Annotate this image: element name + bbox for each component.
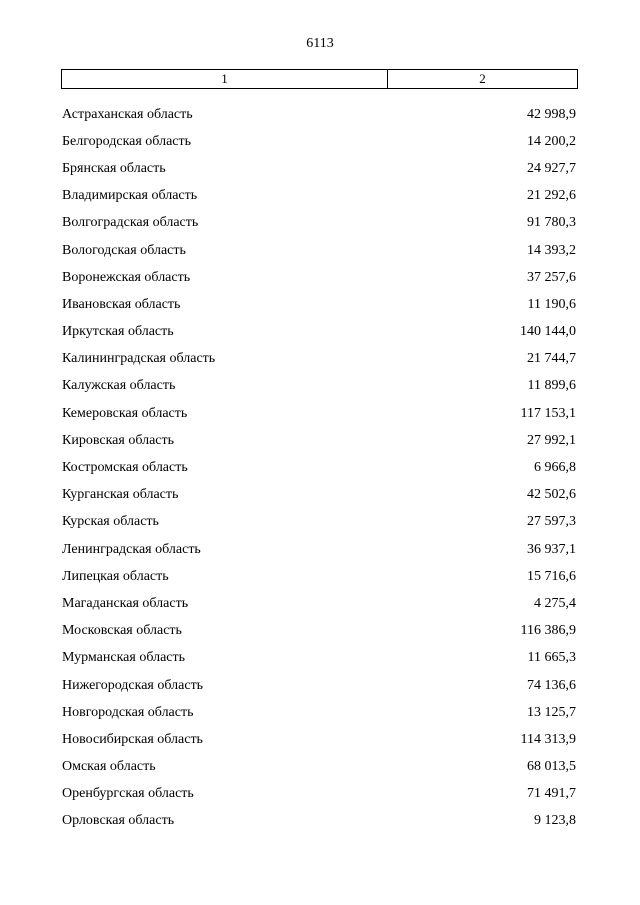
table-row: [62, 726, 576, 753]
region-value: 4 275,4: [534, 595, 576, 611]
table-body: [62, 101, 576, 835]
table-row: [62, 536, 576, 563]
region-name: Брянская область: [62, 160, 166, 176]
region-name: Кировская область: [62, 432, 175, 448]
table-row: [62, 781, 576, 808]
region-name: Ивановская область: [62, 296, 181, 312]
column-header-2: 2: [479, 71, 486, 86]
region-value: 9 123,8: [534, 813, 576, 829]
region-name: Вологодская область: [62, 242, 186, 258]
table-row: [62, 264, 576, 291]
column-header-1: 1: [62, 70, 388, 88]
region-name: Оренбургская область: [62, 786, 194, 802]
region-name: Кемеровская область: [62, 405, 188, 421]
region-name: Новосибирская область: [62, 731, 203, 747]
region-value: 140 144,0: [520, 324, 576, 340]
region-name: Костромская область: [62, 460, 188, 476]
region-name: Белгородская область: [62, 133, 192, 149]
region-name: Владимирская область: [62, 188, 198, 204]
region-name: Калининградская область: [62, 351, 216, 367]
region-value: 21 292,6: [527, 188, 576, 204]
region-value: 24 927,7: [527, 160, 576, 176]
region-name: Липецкая область: [62, 568, 169, 584]
region-value: 37 257,6: [527, 269, 576, 285]
region-name: Магаданская область: [62, 595, 189, 611]
table-header: [61, 69, 578, 89]
table-row: [62, 563, 576, 590]
table-row: [62, 291, 576, 318]
region-name: Волгоградская область: [62, 215, 199, 231]
region-value: 116 386,9: [520, 623, 576, 639]
region-value: 13 125,7: [527, 704, 576, 720]
table-row: [62, 454, 576, 481]
table-row: [62, 400, 576, 427]
region-value: 117 153,1: [520, 405, 576, 421]
region-name: Мурманская область: [62, 650, 186, 666]
region-value: 14 393,2: [527, 242, 576, 258]
region-value: 21 744,7: [527, 351, 576, 367]
region-name: Орловская область: [62, 813, 175, 829]
region-name: Омская область: [62, 759, 156, 775]
region-value: 91 780,3: [527, 215, 576, 231]
region-value: 71 491,7: [527, 786, 576, 802]
region-name: Калужская область: [62, 378, 176, 394]
table-row: [62, 319, 576, 346]
region-value: 11 190,6: [527, 296, 576, 312]
table-row: [62, 618, 576, 645]
region-name: Воронежская область: [62, 269, 191, 285]
region-name: Иркутская область: [62, 324, 174, 340]
table-row: [62, 509, 576, 536]
table-row: [62, 672, 576, 699]
region-name: Нижегородская область: [62, 677, 204, 693]
table-row: [62, 210, 576, 237]
region-name: Курская область: [62, 514, 159, 530]
table-row: [62, 101, 576, 128]
table-row: [62, 237, 576, 264]
region-value: 27 992,1: [527, 432, 576, 448]
table-row: [62, 346, 576, 373]
region-value: 15 716,6: [527, 568, 576, 584]
region-value: 74 136,6: [527, 677, 576, 693]
table-row: [62, 590, 576, 617]
region-value: 27 597,3: [527, 514, 576, 530]
table-row: [62, 808, 576, 835]
table-row: [62, 699, 576, 726]
region-value: 6 966,8: [534, 460, 576, 476]
region-value: 11 665,3: [527, 650, 576, 666]
region-value: 42 998,9: [527, 106, 576, 122]
table-row: [62, 427, 576, 454]
table-row: [62, 482, 576, 509]
table-row: [62, 183, 576, 210]
region-value: 42 502,6: [527, 487, 576, 503]
region-value: 36 937,1: [527, 541, 576, 557]
region-name: Новгородская область: [62, 704, 194, 720]
region-value: 11 899,6: [527, 378, 576, 394]
region-name: Астраханская область: [62, 106, 193, 122]
region-name: Московская область: [62, 623, 182, 639]
region-name: Курганская область: [62, 487, 179, 503]
table-row: [62, 155, 576, 182]
table-row: [62, 645, 576, 672]
table-row: [62, 754, 576, 781]
region-name: Ленинградская область: [62, 541, 201, 557]
region-value: 14 200,2: [527, 133, 576, 149]
table-row: [62, 373, 576, 400]
region-value: 114 313,9: [520, 731, 576, 747]
table-row: [62, 128, 576, 155]
region-value: 68 013,5: [527, 759, 576, 775]
page-number: 6113: [306, 36, 334, 51]
